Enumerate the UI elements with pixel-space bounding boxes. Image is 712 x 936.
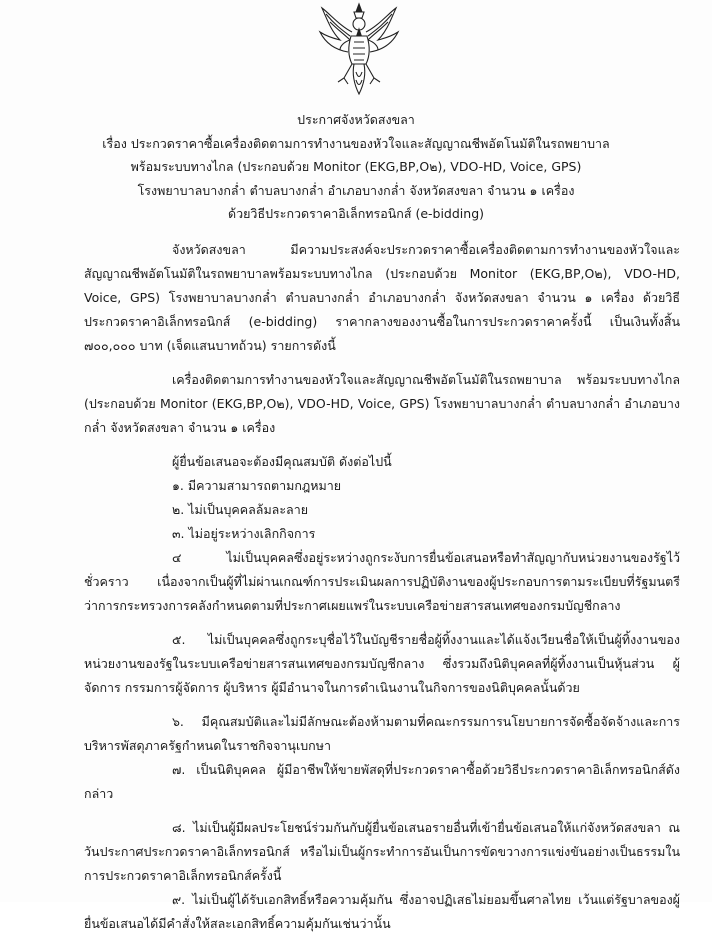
qualification-4: ๔ ไม่เป็นบุคคลซึ่งอยู่ระหว่างถูกระงับการยื่นข้อเสนอหรือทำสัญญากับหน่วยงานของรัฐไว้ชั่วคราว เนื่องจากเป็นผู้ที่ไม่ผ่านเกณฑ์การประเมินผลการปฏิบัติงานของผู้ประกอบการตามระเบียบที่รัฐมนตรีว่าการกระทรวงการคลังกำหนดตามที่ประกาศเผยแพร่ในระบบเครือข่ายสารสนเทศของกรมบัญชีกลาง bbox=[84, 550, 680, 613]
header-issuer: ประกาศจังหวัดสงขลา bbox=[297, 112, 415, 127]
qualification-2: ๒. ไม่เป็นบุคคลล้มละลาย bbox=[172, 502, 309, 517]
announcement-header bbox=[0, 108, 712, 226]
header-subject-line-4: ด้วยวิธีประกวดราคาอิเล็กทรอนิกส์ (e-bidding) bbox=[227, 206, 485, 221]
paragraph-intro: จังหวัดสงขลา มีความประสงค์จะประกวดราคาซื้อเครื่องติดตามการทำงานของหัวใจและสัญญาณชีพอัตโนมัติในรถพยาบาลพร้อมระบบทางไกล (ประกอบด้วย Monitor (EKG,BP,O๒), VDO-HD, Voice, GPS) โรงพยาบาลบางกล่ำ ตำบลบางกล่ำ อำเภอบางกล่ำ จังหวัดสงขลา จำนวน ๑ เครื่อง ด้วยวิธีประกวดราคาอิเล็กทรอนิกส์ (e-bidding) ราคากลางของงานซื้อในการประกวดราคาครั้งนี้ เป็นเงินทั้งสิ้น ๗๐๐,๐๐๐ บาท (เจ็ดแสนบาทถ้วน) รายการดังนี้ bbox=[84, 242, 680, 353]
qualifications-intro: ผู้ยื่นข้อเสนอจะต้องมีคุณสมบัติ ดังต่อไปนี้ bbox=[172, 454, 392, 469]
qualification-5: ๕. ไม่เป็นบุคคลซึ่งถูกระบุชื่อไว้ในบัญชีรายชื่อผู้ทิ้งงานและได้แจ้งเวียนชื่อให้เป็นผู้ทิ้งงานของหน่วยงานของรัฐในระบบเครือข่ายสารสนเทศของกรมบัญชีกลาง ซึ่งรวมถึงนิติบุคคลที่ผู้ทิ้งงานเป็นหุ้นส่วน ผู้จัดการ กรรมการผู้จัดการ ผู้บริหาร ผู้มีอำนาจในการดำเนินงานในกิจการของนิติบุคคลนั้นด้วย bbox=[84, 632, 680, 695]
qualification-3: ๓. ไม่อยู่ระหว่างเลิกกิจการ bbox=[172, 526, 316, 541]
announcement-body bbox=[84, 238, 680, 936]
header-subject-line-2: พร้อมระบบทางไกล (ประกอบด้วย Monitor (EKG,BP,O๒), VDO-HD, Voice, GPS) bbox=[130, 159, 582, 174]
garuda-emblem-icon bbox=[318, 2, 400, 96]
paragraph-item: เครื่องติดตามการทำงานของหัวใจและสัญญาณชีพอัตโนมัติในรถพยาบาล พร้อมระบบทางไกล (ประกอบด้วย Monitor (EKG,BP,O๒), VDO-HD, Voice, GPS) โรงพยาบาลบางกล่ำ ตำบลบางกล่ำ อำเภอบางกล่ำ จังหวัดสงขลา จำนวน ๑ เครื่อง bbox=[84, 372, 680, 435]
qualification-1: ๑. มีความสามารถตามกฎหมาย bbox=[172, 478, 342, 493]
header-subject: เรื่อง ประกวดราคาซื้อเครื่องติดตามการทำงานของหัวใจและสัญญาณชีพอัตโนมัติในรถพยาบาล bbox=[102, 135, 610, 151]
qualification-8: ๘. ไม่เป็นผู้มีผลประโยชน์ร่วมกันกับผู้ยื่นข้อเสนอรายอื่นที่เข้ายื่นข้อเสนอให้แก่จังหวัดสงขลา ณ วันประกาศประกวดราคาอิเล็กทรอนิกส์ หรือไม่เป็นผู้กระทำการอันเป็นการขัดขวางการแข่งขันอย่างเป็นธรรมในการประกวดราคาอิเล็กทรอนิกส์ครั้งนี้ bbox=[84, 820, 680, 883]
qualification-6: ๖. มีคุณสมบัติและไม่มีลักษณะต้องห้ามตามที่คณะกรรมการนโยบายการจัดซื้อจัดจ้างและการบริหารพัสดุภาครัฐกำหนดในราชกิจจานุเบกษา bbox=[84, 714, 680, 753]
header-subject-line-3: โรงพยาบาลบางกล่ำ ตำบลบางกล่ำ อำเภอบางกล่ำ จังหวัดสงขลา จำนวน ๑ เครื่อง bbox=[137, 182, 575, 198]
qualification-7: ๗. เป็นนิติบุคคล ผู้มีอาชีพให้ขายพัสดุที่ประกวดราคาซื้อด้วยวิธีประกวดราคาอิเล็กทรอนิกส์ดังกล่าว bbox=[84, 762, 680, 801]
qualification-9: ๙. ไม่เป็นผู้ได้รับเอกสิทธิ์หรือความคุ้มกัน ซึ่งอาจปฏิเสธไม่ยอมขึ้นศาลไทย เว้นแต่รัฐบาลของผู้ยื่นข้อเสนอได้มีคำสั่งให้สละเอกสิทธิ์ความคุ้มกันเช่นว่านั้น bbox=[84, 892, 680, 931]
